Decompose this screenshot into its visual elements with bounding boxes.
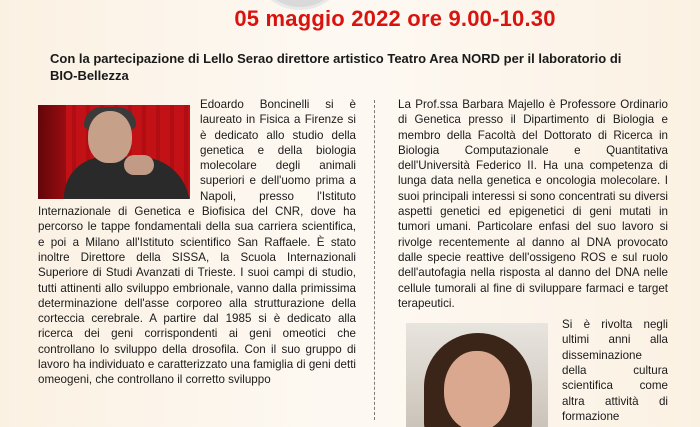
- majello-photo: [406, 323, 548, 427]
- majello-bio-continued: Si è rivolta negli ultimi anni alla disseminazione della cultura scientifica come altra attività di formazione: [562, 318, 668, 423]
- majello-bio: La Prof.ssa Barbara Majello è Professore Ordinario di Genetica presso il Dipartimento di Biologia e membro della Facoltà del Dottorato di Ricerca in Biologia Computazionale e Quantitativa dell'Università Federico II. Ha una competenza di lunga data nella genetica e oncologia molecolare. I suoi principali interessi si sono concentrati su diversi aspetti genetici ed epigenetici di geni mutati in tumori umani. Particolare enfasi del suo lavoro si rivolge recentemente al danno al DNA provocato dalle specie reattive dell'ossigeno ROS e sul ruolo dell'autofagia nella risposta al danno del DNA nelle cellule tumorali al fine di sviluppare farmaci e target terapeutici.: [398, 98, 668, 310]
- boncinelli-photo: [38, 105, 190, 199]
- boncinelli-bio: Edoardo Boncinelli si è laureato in Fisica a Firenze si è dedicato allo studio della genetica e della biologia molecolare degli animali superiori e dell'uomo prima a Napoli, presso l'Istituto Internazionale di Genetica e Biofisica del CNR, dove ha percorso le tappe fondamentali della sua carriera scientifica, e poi a Milano all'Istituto scientifico San Raffaele. È stato inoltre Direttore della SISSA, la Scuola Internazionali Superiore di Studi Avanzati di Trieste. I suoi campi di studio, tutti attinenti allo sviluppo embrionale, vanno dalla primissima determinazione dell'asse corporeo alla strutturazione della corteccia cerebrale. A partire dal 1985 si è dedicato alla ricerca dei geni corrispondenti ai geni omeotici che controllano lo sviluppo della drosofila. Con il suo gruppo di lavoro ha individuato e caratterizzato una famiglia di geni detti omeogeni, che controllano il corretto sviluppo: [38, 98, 356, 387]
- photo-person-head: [88, 111, 132, 163]
- intro-text: Con la partecipazione di Lello Serao direttore artistico Teatro Area NORD per il laboratorio di BIO-Bellezza: [50, 51, 622, 83]
- photo-person-hand: [124, 155, 154, 175]
- column-divider: [374, 100, 375, 420]
- event-date-time: 05 maggio 2022 ore 9.00-10.30: [234, 6, 556, 31]
- right-column: [398, 97, 668, 427]
- photo-drape: [38, 105, 66, 199]
- left-column: [38, 97, 356, 427]
- photo2-person-face: [444, 351, 510, 427]
